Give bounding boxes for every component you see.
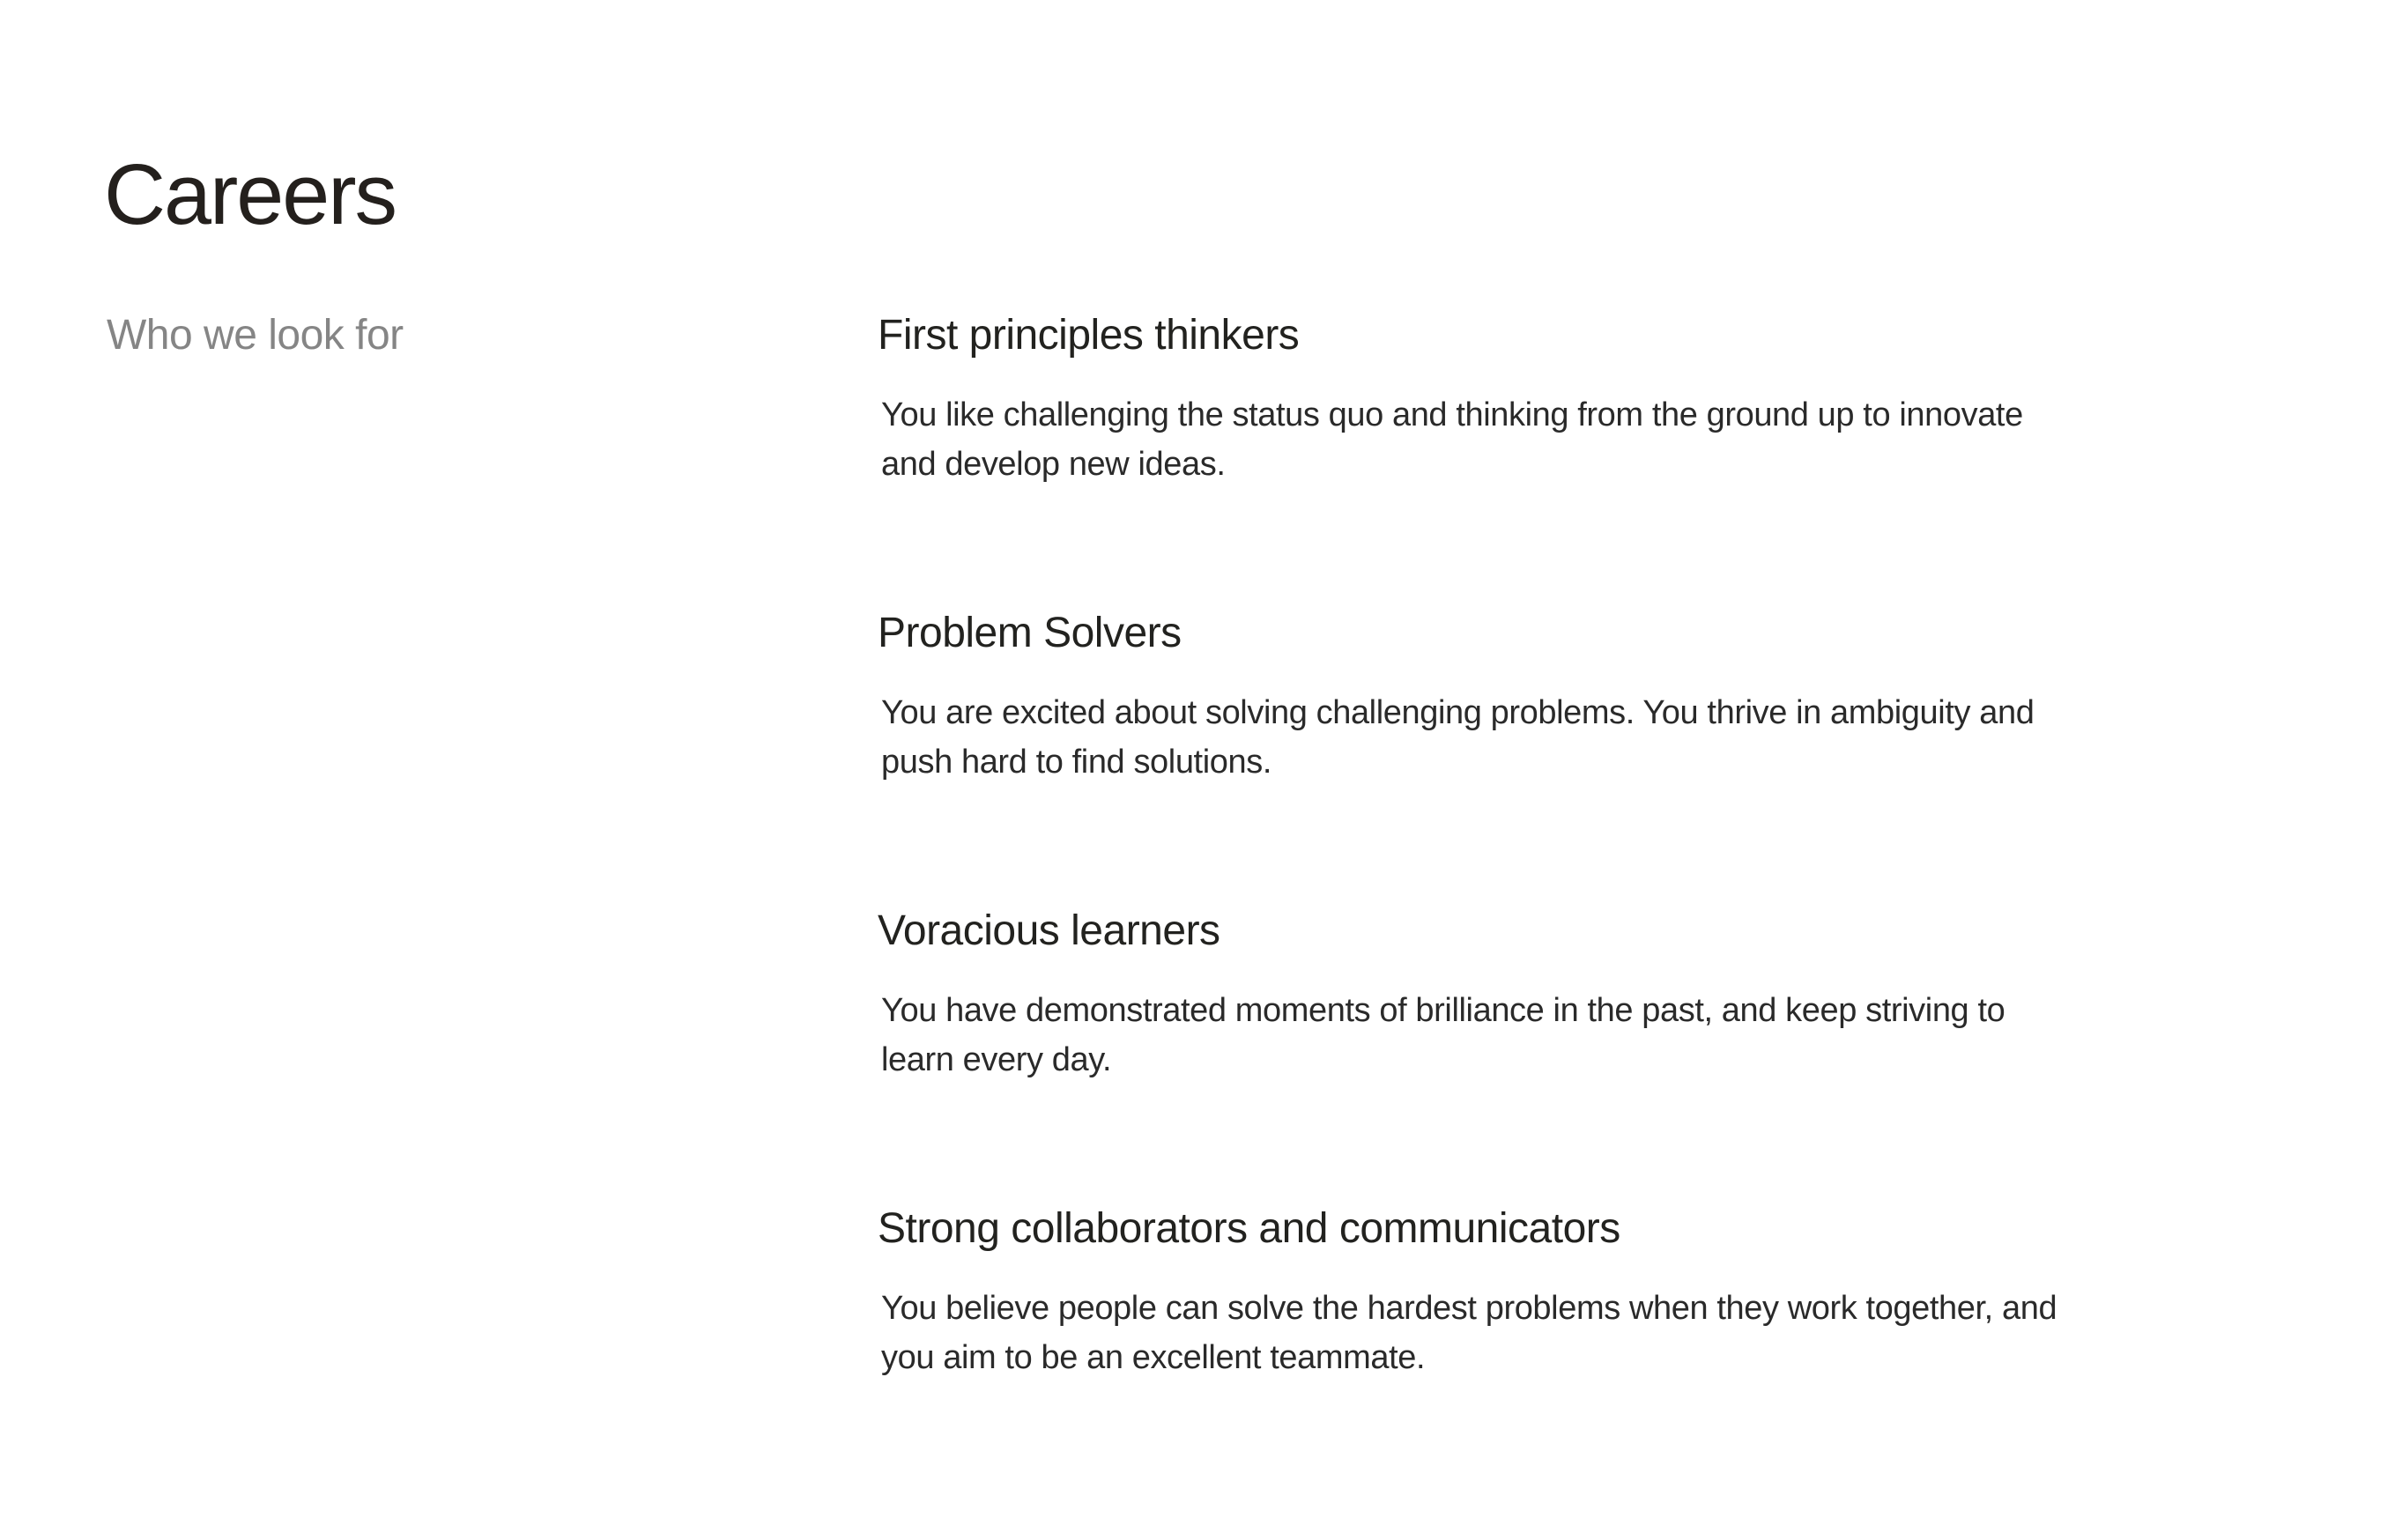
- quality-heading: Strong collaborators and communicators: [878, 1205, 1620, 1252]
- quality-description: You are excited about solving challenging problems. You thrive in ambiguity and push hard to find solutions.: [881, 693, 2035, 781]
- quality-item: [878, 1203, 2111, 1501]
- quality-description: You believe people can solve the hardest problems when they work together, and you aim to be an excellent teammate.: [881, 1289, 2057, 1376]
- quality-item: [878, 906, 2111, 1203]
- quality-description: You have demonstrated moments of brilliance in the past, and keep striving to learn every day.: [881, 991, 2005, 1078]
- quality-item: [878, 608, 2111, 906]
- page-title: Careers: [104, 146, 396, 242]
- quality-heading: Voracious learners: [878, 907, 1220, 954]
- quality-heading: First principles thinkers: [878, 312, 1300, 359]
- quality-item: [878, 310, 2111, 608]
- qualities-list: [878, 310, 2111, 1501]
- quality-heading: Problem Solvers: [878, 610, 1182, 656]
- section-label: Who we look for: [107, 312, 404, 359]
- quality-description: You like challenging the status quo and thinking from the ground up to innovate and develop new ideas.: [881, 396, 2023, 483]
